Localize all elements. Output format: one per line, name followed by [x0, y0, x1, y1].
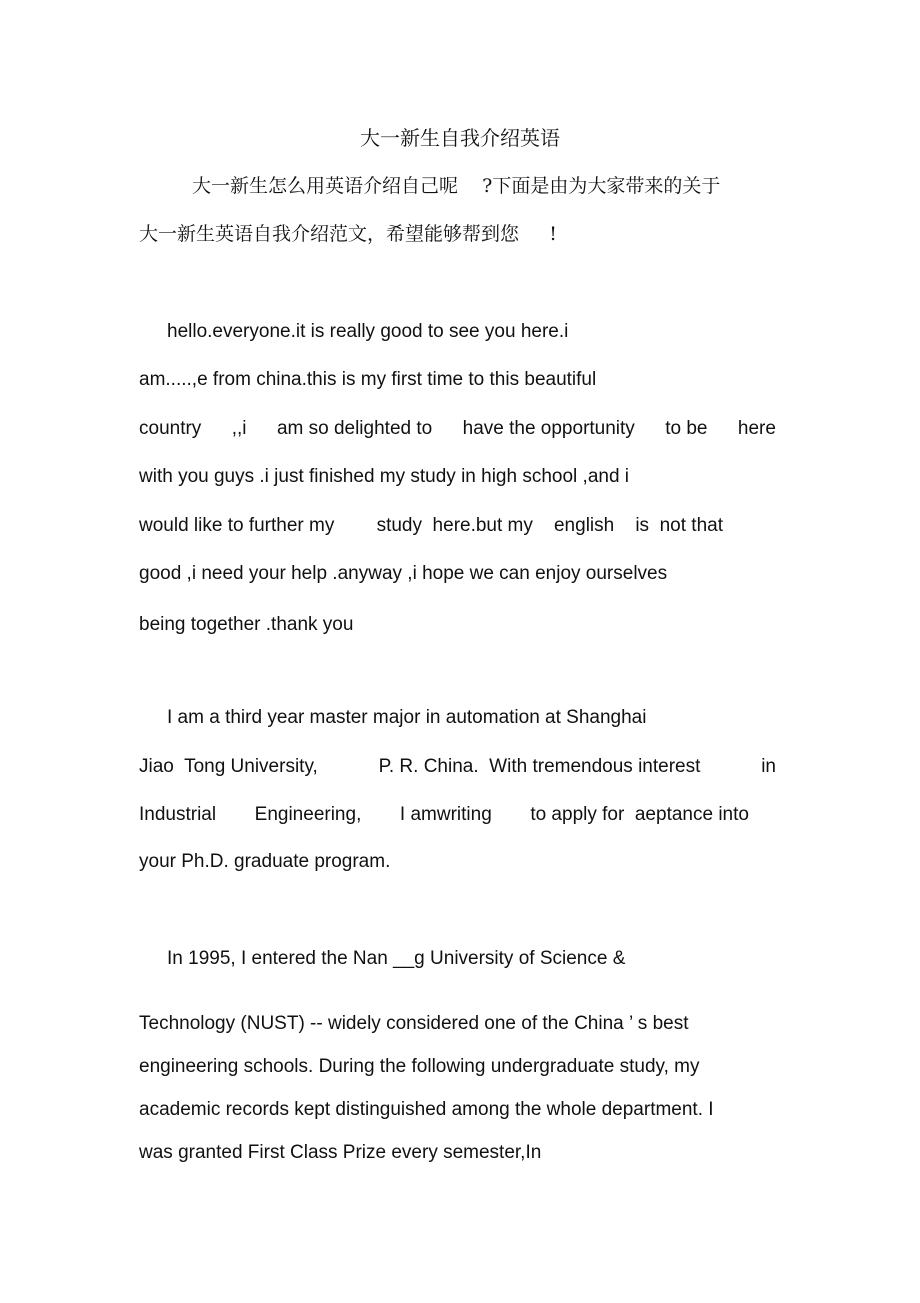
p2-line-3-part: I amwriting — [399, 804, 492, 825]
p1-line-3-part: ,,i — [231, 418, 247, 439]
p3-line-4: academic records kept distinguished among the whole department. I — [139, 1099, 714, 1120]
p2-line-3-part: to apply for aeptance into — [530, 804, 749, 825]
p1-line-7: being together .thank you — [139, 614, 354, 635]
p1-line-3-part: here — [737, 418, 776, 439]
p3-line-1: In 1995, I entered the Nan __g University of Science & — [167, 948, 626, 969]
p1-line-4: with you guys .i just finished my study in high school ,and i — [139, 466, 630, 487]
p1-line-3-part: am so delighted to — [276, 418, 433, 439]
p2-line-2-part: P. R. China. With tremendous interest — [378, 756, 701, 777]
intro-line-2: 大一新生英语自我介绍范文，希望能够帮到您 ! — [139, 223, 557, 245]
p2-line-2 — [139, 754, 776, 780]
p1-line-3 — [139, 416, 776, 442]
intro-line-1: 大一新生怎么用英语介绍自己呢 ?下面是由为大家带来的关于 — [192, 175, 721, 197]
p2-line-2-part: Jiao Tong University, — [139, 756, 318, 777]
p2-line-4: your Ph.D. graduate program. — [139, 851, 391, 872]
p1-line-3-part: to be — [665, 418, 708, 439]
p1-line-6: good ,i need your help .anyway ,i hope we can enjoy ourselves — [139, 563, 668, 584]
document-title: 大一新生自我介绍英语 — [360, 126, 560, 150]
p3-line-5: was granted First Class Prize every semester,In — [139, 1142, 542, 1163]
p2-line-3-part: Industrial — [139, 804, 217, 825]
p1-line-2: am.....,e from china.this is my first time to this beautiful — [139, 369, 597, 390]
p1-line-5: would like to further my study here.but my english is not that — [139, 515, 723, 536]
p2-line-3-part: Engineering, — [254, 804, 362, 825]
p2-line-2-part: in — [761, 756, 776, 777]
p3-line-2: Technology (NUST) -- widely considered one of the China ’ s best — [139, 1013, 689, 1034]
p1-line-3-part: country — [139, 418, 202, 439]
p3-line-3: engineering schools. During the following undergraduate study, my — [139, 1056, 700, 1077]
p1-line-3-part: have the opportunity — [462, 418, 635, 439]
p1-line-1: hello.everyone.it is really good to see you here.i — [167, 321, 569, 342]
p2-line-3 — [139, 802, 749, 828]
p2-line-1: I am a third year master major in automation at Shanghai — [167, 707, 647, 728]
